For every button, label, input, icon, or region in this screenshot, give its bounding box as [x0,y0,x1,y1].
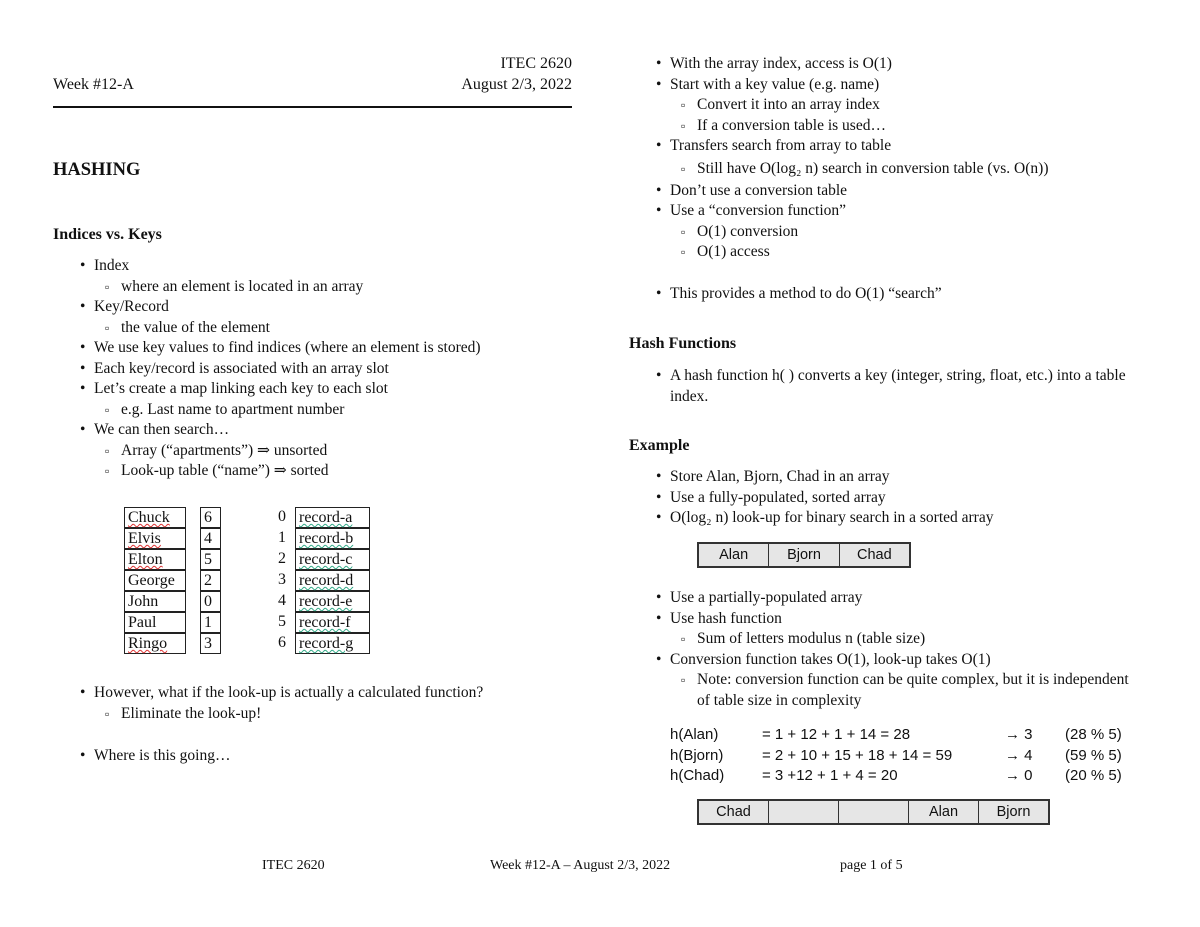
list-subitem: ▫ Eliminate the look-up! [80,704,483,725]
list-item: • Each key/record is associated with an array slot [80,359,481,380]
hash-calc: = 1 + 12 + 1 + 14 = 28 [762,726,911,743]
record-cell: record-a [295,507,370,528]
hash-calc: = 3 +12 + 1 + 4 = 20 [762,767,898,784]
list-item: • Where is this going… [80,746,230,767]
list-subitem: ▫ O(1) access [656,242,1048,263]
array-cell [769,801,839,823]
array-cell [839,801,909,823]
lookup-name: John [124,591,186,612]
array-cell: Chad [699,801,769,823]
list-item: • Key/Record [80,297,481,318]
array-cell: Chad [856,547,892,563]
hash-result: → 3 [1005,726,1033,743]
search-method-list [656,284,942,305]
record-index: 1 [278,529,286,546]
array-cell: Bjorn [996,804,1031,820]
list-item: • A hash function h( ) converts a key (integer, string, float, etc.) into a table index. [656,366,1136,407]
list-item: • O(log₂ n) look-up for binary search in a sorted array [656,508,993,529]
lookup-name: Chuck [124,507,186,528]
array-cell: Alan [699,544,769,566]
lookup-name: Ringo [124,633,186,654]
record-index: 6 [278,634,286,651]
footer-course: ITEC 2620 [262,858,325,873]
footer-page: page 1 of 5 [840,858,903,873]
hash-mod: (59 % 5) [1065,747,1122,764]
record-index: 2 [278,550,286,567]
page-title: HASHING [53,160,141,180]
list-item: • However, what if the look-up is actually a calculated function? [80,683,483,704]
record-cell: record-d [295,570,370,591]
list-subitem: ▫ Sum of letters modulus n (table size) [656,629,1136,650]
hash-array [697,799,1050,825]
lookup-name: George [124,570,186,591]
hash-fn: h(Bjorn) [670,747,724,764]
record-index: 0 [278,508,286,525]
example-list-b [656,588,1136,711]
record-cell: record-f [295,612,370,633]
list-item: • We use key values to find indices (where an element is stored) [80,338,481,359]
lookup-slot: 6 [200,507,221,528]
lookup-name: Elton [124,549,186,570]
list-item: • Use a “conversion function” [656,201,1048,222]
array-cell: Alan [909,801,979,823]
record-cell: record-c [295,549,370,570]
lookup-slot: 4 [200,528,221,549]
list-item: • Start with a key value (e.g. name) [656,75,1048,96]
list-subitem: ▫ Convert it into an array index [656,95,1048,116]
lookup-slot: 5 [200,549,221,570]
list-item: • Don’t use a conversion table [656,181,1048,202]
header-date: August 2/3, 2022 [461,76,572,93]
list-item: • Transfers search from array to table [656,136,1048,157]
list-subitem: ▫ Look-up table (“name”) ⇒ sorted [80,461,481,482]
list-item: • Let’s create a map linking each key to each slot [80,379,481,400]
list-subitem: ▫ where an element is located in an array [80,277,481,298]
list-item: • Store Alan, Bjorn, Chad in an array [656,467,993,488]
lookup-slot: 3 [200,633,221,654]
record-cell: record-g [295,633,370,654]
list-item: • Use a fully-populated, sorted array [656,488,993,509]
hash-calc: = 2 + 10 + 15 + 18 + 14 = 59 [762,747,953,764]
array-index-list [656,54,1048,263]
hash-mod: (28 % 5) [1065,726,1122,743]
hash-list [656,366,1136,407]
example-list-a [656,467,993,529]
list-item: • Index [80,256,481,277]
record-cell: record-e [295,591,370,612]
lookup-slot: 0 [200,591,221,612]
list-subitem: ▫ Array (“apartments”) ⇒ unsorted [80,441,481,462]
indices-list-end [80,746,230,767]
list-item: • We can then search… [80,420,481,441]
header-week: Week #12-A [53,76,134,93]
sorted-array [697,542,911,568]
lookup-name: Elvis [124,528,186,549]
lookup-slot: 2 [200,570,221,591]
footer-week: Week #12-A – August 2/3, 2022 [490,858,671,873]
hash-result: → 0 [1005,767,1033,784]
record-index: 4 [278,592,286,609]
list-item: • This provides a method to do O(1) “search” [656,284,942,305]
list-subitem: ▫ the value of the element [80,318,481,339]
list-item: • With the array index, access is O(1) [656,54,1048,75]
record-cell: record-b [295,528,370,549]
list-item: • Conversion function takes O(1), look-up takes O(1) [656,650,1136,671]
hash-result: → 4 [1005,747,1033,764]
list-subitem: ▫ If a conversion table is used… [656,116,1048,137]
hash-fn: h(Alan) [670,726,719,743]
record-index: 5 [278,613,286,630]
section-heading-indices: Indices vs. Keys [53,226,162,243]
list-item: • Use hash function [656,609,1136,630]
hash-fn: h(Chad) [670,767,725,784]
array-cell: Bjorn [769,544,839,566]
section-heading-hash: Hash Functions [629,335,737,352]
header-course: ITEC 2620 [500,55,572,72]
indices-list-continued [80,683,483,724]
indices-list [80,256,481,482]
record-index: 3 [278,571,286,588]
lookup-name: Paul [124,612,186,633]
hash-mod: (20 % 5) [1065,767,1122,784]
list-item: • Use a partially-populated array [656,588,1136,609]
list-subitem: ▫ O(1) conversion [656,222,1048,243]
header-rule [53,106,572,108]
section-heading-example: Example [629,437,690,454]
list-subitem: ▫ Note: conversion function can be quite complex, but it is independent of table size in complexity [656,670,1136,711]
lookup-slot: 1 [200,612,221,633]
list-subitem: ▫ Still have O(log₂ n) search in conversion table (vs. O(n)) [656,157,1048,181]
list-subitem: ▫ e.g. Last name to apartment number [80,400,481,421]
